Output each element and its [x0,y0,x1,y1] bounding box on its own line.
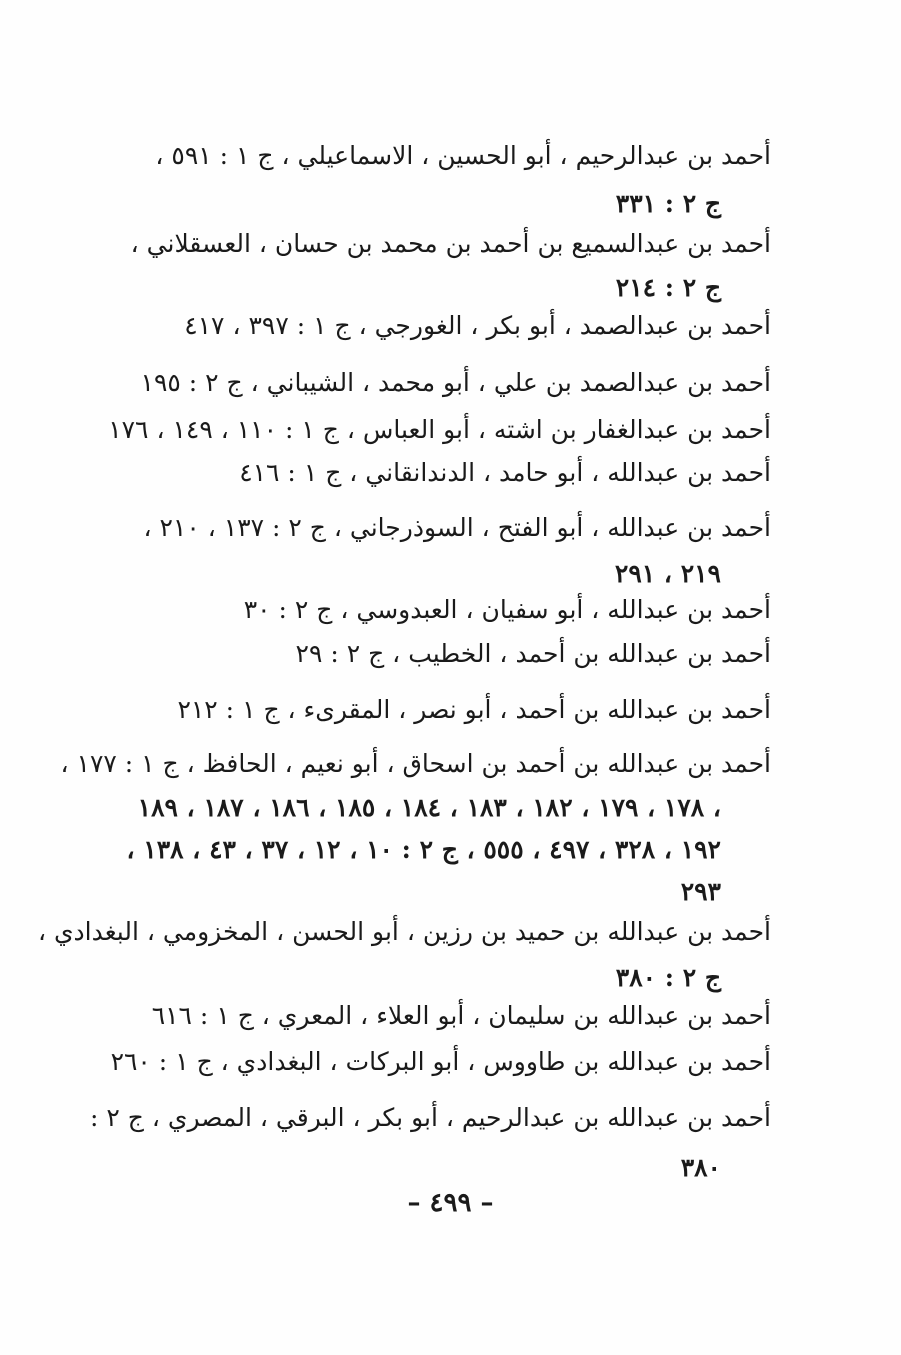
entry-continuation: ١٩٢ ، ٣٢٨ ، ٤٩٧ ، ٥٥٥ ، ج ٢ : ١٠ ، ١٢ ، ٣٧ ، ٤٣ ، ١٣٨ ، [126,835,721,864]
entry-line: أحمد بن عبدالصمد بن علي ، أبو محمد ، الشيباني ، ج ٢ : ١٩٥ [140,368,771,397]
entry-continuation: ج ٢ : ٣٨٠ [615,963,721,992]
entry-continuation: ٣٨٠ [680,1153,721,1182]
entry-line: أحمد بن عبدالصمد ، أبو بكر ، الغورجي ، ج ١ : ٣٩٧ ، ٤١٧ [184,311,771,340]
entry-continuation: ٢١٩ ، ٢٩١ [614,559,721,588]
entry-line: أحمد بن عبدالله بن عبدالرحيم ، أبو بكر ، البرقي ، المصري ، ج ٢ : [90,1103,771,1132]
entry-continuation: ١٧٨ ، ١٧٩ ، ١٨٢ ، ١٨٣ ، ١٨٤ ، ١٨٥ ، ١٨٦ ، ١٨٧ ، ١٨٩ ، [137,793,721,822]
entry-line: أحمد بن عبدالله بن طاووس ، أبو البركات ، البغدادي ، ج ١ : ٢٦٠ [110,1047,771,1076]
entry-line: أحمد بن عبدالله ، أبو حامد ، الدندانقاني ، ج ١ : ٤١٦ [239,458,771,487]
entry-continuation: ج ٢ : ٣٣١ [615,189,721,218]
entry-line: أحمد بن عبدالله ، أبو سفيان ، العبدوسي ، ج ٢ : ٣٠ [243,595,771,624]
entry-line: أحمد بن عبدالسميع بن أحمد بن محمد بن حسان ، العسقلاني ، [130,229,771,258]
page-number: – ٤٩٩ – [407,1188,494,1218]
entry-line: أحمد بن عبدالله بن أحمد ، أبو نصر ، المقرىء ، ج ١ : ٢١٢ [177,695,771,724]
entry-line: أحمد بن عبدالغفار بن اشته ، أبو العباس ، ج ١ : ١١٠ ، ١٤٩ ، ١٧٦ [108,415,771,444]
entry-line: أحمد بن عبدالله بن أحمد بن اسحاق ، أبو نعيم ، الحافظ ، ج ١ : ١٧٧ ، [60,749,771,778]
entry-line: أحمد بن عبدالله بن حميد بن رزين ، أبو الحسن ، المخزومي ، البغدادي ، [37,917,771,946]
entry-line: أحمد بن عبدالله ، أبو الفتح ، السوذرجاني ، ج ٢ : ١٣٧ ، ٢١٠ ، [143,513,771,542]
entry-line: أحمد بن عبدالرحيم ، أبو الحسين ، الاسماعيلي ، ج ١ : ٥٩١ ، [155,141,771,170]
entry-continuation: ج ٢ : ٢١٤ [615,273,721,302]
entry-continuation: ٢٩٣ [680,877,721,906]
entry-line: أحمد بن عبدالله بن أحمد ، الخطيب ، ج ٢ : ٢٩ [295,639,771,668]
entry-line: أحمد بن عبدالله بن سليمان ، أبو العلاء ، المعري ، ج ١ : ٦١٦ [151,1001,771,1030]
